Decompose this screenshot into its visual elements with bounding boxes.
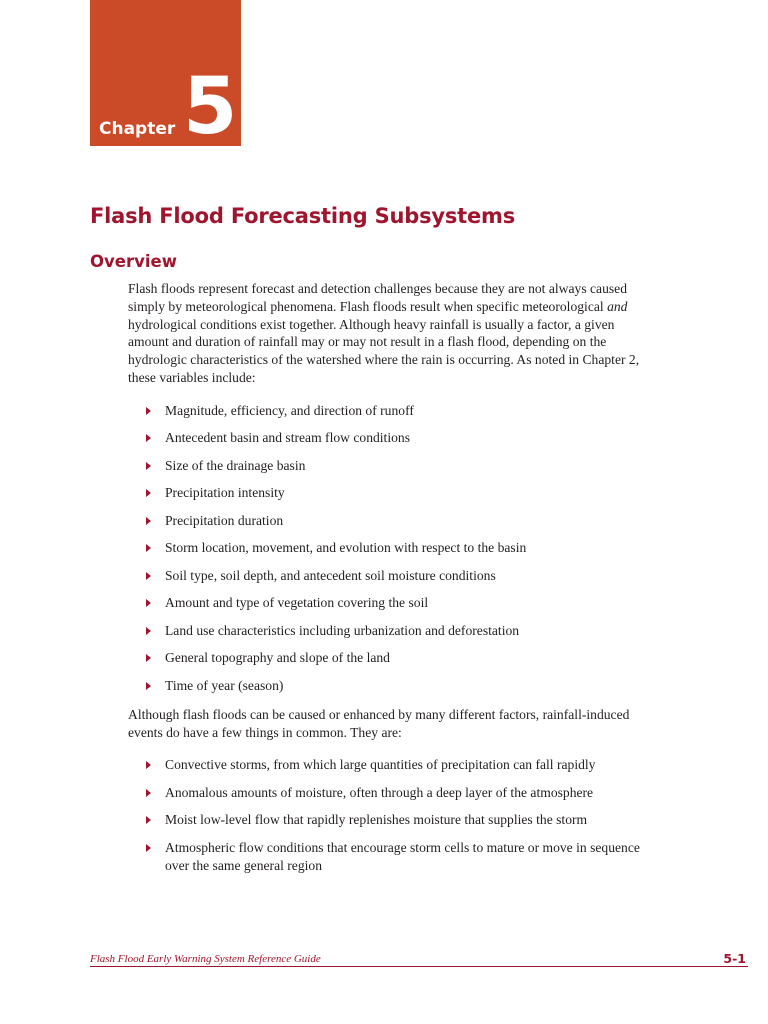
bullet-arrow-icon xyxy=(146,572,151,580)
intro-text-part1: Flash floods represent forecast and detection challenges because they are not always caused simply by meteorological phenomena. Flash floods result when specific meteorological xyxy=(128,281,627,314)
list-item xyxy=(146,402,666,420)
list-item xyxy=(146,429,666,447)
bullet-arrow-icon xyxy=(146,761,151,769)
intro-paragraph xyxy=(128,280,658,387)
bullet-arrow-icon xyxy=(146,517,151,525)
list-item xyxy=(146,784,666,802)
list-item-text: Time of year (season) xyxy=(165,677,284,693)
list-item-text: Amount and type of vegetation covering the soil xyxy=(165,595,429,611)
bullet-arrow-icon xyxy=(146,407,151,415)
list-item xyxy=(146,539,666,557)
list-item-text: Atmospheric flow conditions that encourage storm cells to mature or move in sequence over the same general region xyxy=(165,840,640,873)
variables-list xyxy=(146,402,666,704)
bullet-arrow-icon xyxy=(146,816,151,824)
bullet-arrow-icon xyxy=(146,789,151,797)
list-item xyxy=(146,839,666,875)
list-item xyxy=(146,594,666,612)
bullet-arrow-icon xyxy=(146,544,151,552)
list-item-text: Soil type, soil depth, and antecedent soil moisture conditions xyxy=(165,567,496,583)
list-item xyxy=(146,811,666,829)
footer-rule xyxy=(90,966,748,967)
common-factors-list xyxy=(146,756,666,885)
bullet-arrow-icon xyxy=(146,682,151,690)
list-item xyxy=(146,677,666,695)
list-item-text: Land use characteristics including urbanization and deforestation xyxy=(165,622,520,638)
list-item-text: Magnitude, efficiency, and direction of runoff xyxy=(165,403,414,418)
section-heading: Overview xyxy=(90,252,177,271)
list-item-text: Convective storms, from which large quantities of precipitation can fall rapidly xyxy=(165,757,596,772)
list-item xyxy=(146,622,666,640)
bullet-arrow-icon xyxy=(146,627,151,635)
chapter-badge xyxy=(90,0,241,152)
list-item-text: Size of the drainage basin xyxy=(165,457,306,473)
page-title: Flash Flood Forecasting Subsystems xyxy=(90,204,516,228)
bullet-arrow-icon xyxy=(146,462,151,470)
list-item xyxy=(146,649,666,667)
intro-text-part2: hydrological conditions exist together. Although heavy rainfall is usually a factor, a given amount and duration of rainfall may or may not result in a flash flood, depending on the hydrologic characteristics of the watershed where the rain is occurring. As noted in Chapter 2, these variables include: xyxy=(128,316,640,385)
intro-emphasis: and xyxy=(607,298,628,314)
list-item-text: Precipitation duration xyxy=(165,512,284,528)
list-item-text: Precipitation intensity xyxy=(165,485,285,501)
list-item-text: Antecedent basin and stream flow conditions xyxy=(165,430,410,446)
list-item xyxy=(146,567,666,585)
list-item xyxy=(146,756,666,774)
list-item xyxy=(146,512,666,530)
list-item-text: General topography and slope of the land xyxy=(165,650,390,666)
chapter-number: 5 xyxy=(183,62,236,152)
common-intro-paragraph: Although flash floods can be caused or enhanced by many different factors, rainfall-induced events do have a few things in common. They are: xyxy=(128,707,630,740)
list-item-text: Anomalous amounts of moisture, often through a deep layer of the atmosphere xyxy=(165,784,594,800)
bullet-arrow-icon xyxy=(146,434,151,442)
page-number: 5-1 xyxy=(723,951,746,966)
footer-title: Flash Flood Early Warning System Reference Guide xyxy=(90,953,321,965)
list-item xyxy=(146,484,666,502)
bullet-arrow-icon xyxy=(146,489,151,497)
bullet-arrow-icon xyxy=(146,844,151,852)
list-item xyxy=(146,457,666,475)
bullet-arrow-icon xyxy=(146,599,151,607)
bullet-arrow-icon xyxy=(146,654,151,662)
chapter-label: Chapter xyxy=(99,119,176,139)
list-item-text: Storm location, movement, and evolution with respect to the basin xyxy=(165,540,527,556)
list-item-text: Moist low-level flow that rapidly replenishes moisture that supplies the storm xyxy=(165,812,588,828)
